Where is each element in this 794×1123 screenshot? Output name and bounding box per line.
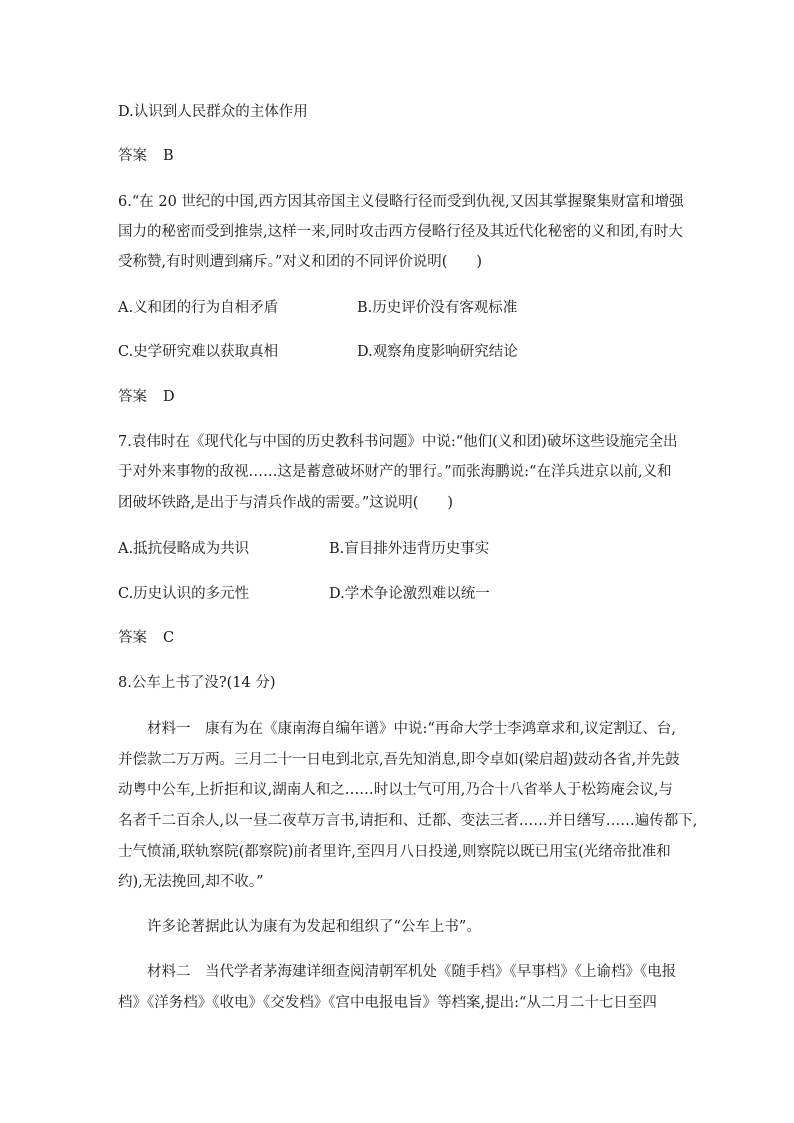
q8-material2-line-2: 档》《洋务档》《收电》《交发档》《宫中电报电旨》等档案,提出:“从二月二十七日至四 bbox=[118, 995, 657, 1011]
q7-option-c: C.历史认识的多元性 bbox=[118, 586, 250, 602]
q8-material2-line-1: 材料二 当代学者茅海建详细查阅清朝军机处《随手档》《早事档》《上谕档》《电报 bbox=[147, 964, 677, 980]
q8-material1-line-6: 约),无法挽回,却不收。” bbox=[118, 874, 264, 890]
q8-heading: 8.公车上书了没?(14 分) bbox=[118, 675, 276, 691]
q6-stem-line-3: 受称赞,有时则遭到痛斥。”对义和团的不同评价说明( ) bbox=[118, 254, 483, 270]
q6-option-c: C.史学研究难以获取真相 bbox=[118, 344, 279, 360]
answer-value: C bbox=[163, 630, 175, 646]
q7-stem-line-3: 团破坏铁路,是出于与清兵作战的需要。”这说明( ) bbox=[118, 495, 454, 511]
q5-option-d: D.认识到人民群众的主体作用 bbox=[118, 104, 308, 120]
q8-comment: 许多论著据此认为康有为发起和组织了“公车上书”。 bbox=[147, 919, 481, 935]
q6-option-a: A.义和团的行为自相矛盾 bbox=[118, 300, 279, 316]
q8-material1-line-3: 动粤中公车,上折拒和议,湖南人和之……时以士气可用,乃合十八省举人于松筠庵会议,与 bbox=[118, 782, 673, 798]
q7-option-b: B.盲目排外违背历史事实 bbox=[329, 541, 490, 557]
answer-label: 答案 bbox=[118, 389, 147, 405]
answer-value: D bbox=[163, 389, 175, 405]
q6-answer bbox=[118, 387, 175, 407]
q6-option-b: B.历史评价没有客观标准 bbox=[357, 300, 518, 316]
q8-material1-line-4: 名者千二百余人,以一昼二夜草万言书,请拒和、迁都、变法三者……并日缮写……遍传都下, bbox=[118, 813, 698, 829]
q6-stem-line-1: 6.“在 20 世纪的中国,西方因其帝国主义侵略行径而受到仇视,又因其掌握聚集财富和增强 bbox=[118, 194, 684, 210]
q7-answer bbox=[118, 628, 174, 648]
q7-option-a: A.抵抗侵略成为共识 bbox=[118, 541, 250, 557]
q8-material1-line-1: 材料一 康有为在《康南海自编年谱》中说:“再命大学士李鸿章求和,议定割辽、台, bbox=[147, 721, 677, 737]
answer-label: 答案 bbox=[118, 630, 147, 646]
q7-stem-line-2: 于对外来事物的敌视……这是蓄意破坏财产的罪行。”而张海鹏说:“在洋兵进京以前,义和 bbox=[118, 464, 672, 480]
q7-option-d: D.学术争论激烈难以统一 bbox=[329, 586, 490, 602]
answer-value: B bbox=[163, 148, 174, 164]
answer-label: 答案 bbox=[118, 148, 147, 164]
q6-option-d: D.观察角度影响研究结论 bbox=[357, 344, 518, 360]
q5-answer bbox=[118, 146, 174, 166]
q8-material1-line-2: 并偿款二万万两。三月二十一日电到北京,吾先知消息,即令卓如(梁启超)鼓动各省,并先鼓 bbox=[118, 752, 680, 768]
q6-stem-line-2: 国力的秘密而受到推崇,这样一来,同时攻击西方侵略行径及其近代化秘密的义和团,有时大 bbox=[118, 224, 683, 240]
q8-material1-line-5: 士气愤涌,联轨察院(都察院)前者里许,至四月八日投递,则察院以既已用宝(光绪帝批准和 bbox=[118, 844, 671, 860]
q7-stem-line-1: 7.袁伟时在《现代化与中国的历史教科书问题》中说:“他们(义和团)破坏这些设施完全出 bbox=[118, 434, 678, 450]
